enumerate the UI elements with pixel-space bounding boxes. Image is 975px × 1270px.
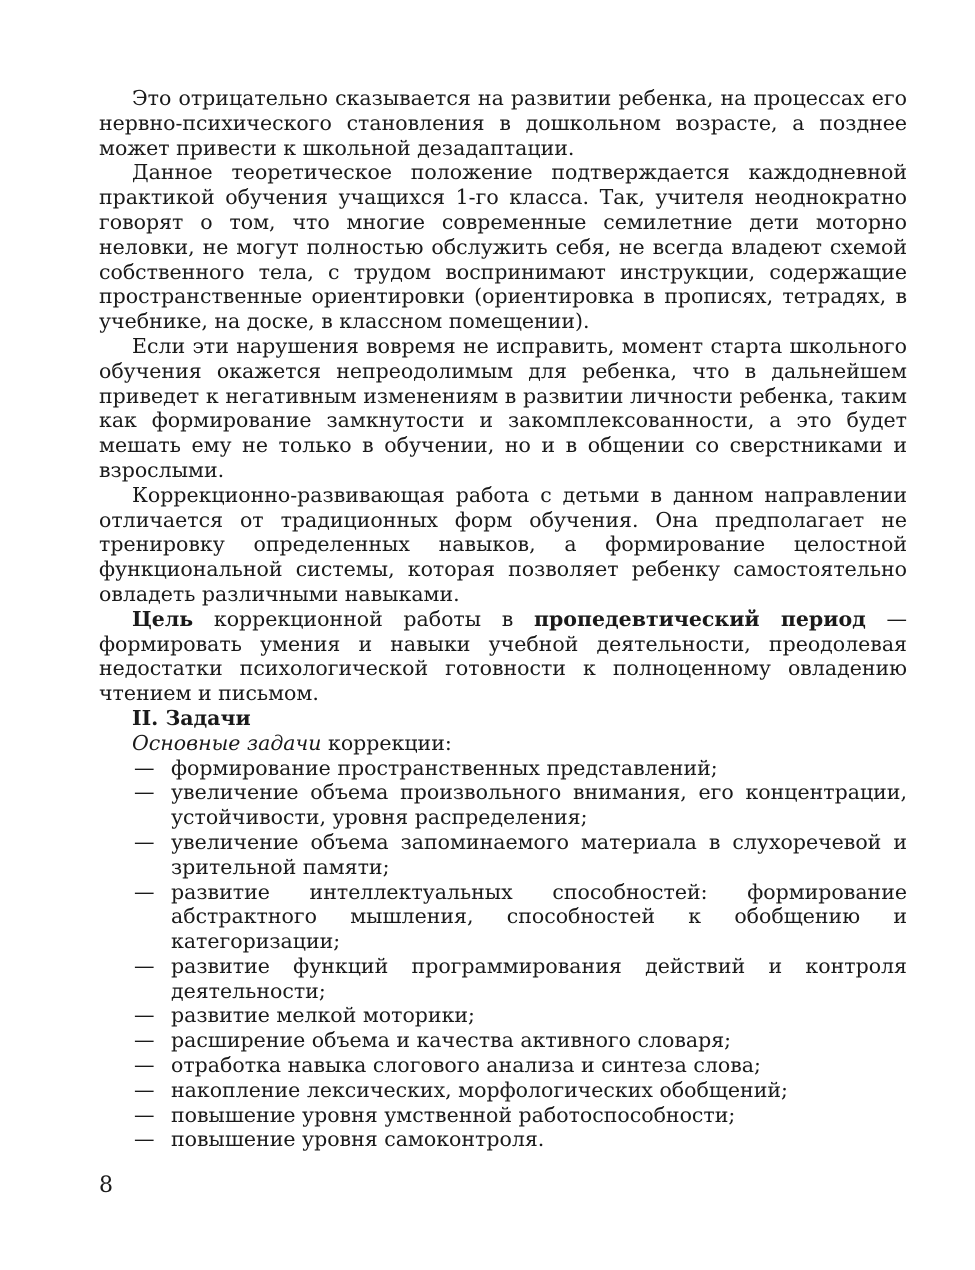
dash-bullet: — [134, 879, 155, 904]
list-item [99, 756, 907, 781]
list-item [99, 1078, 907, 1103]
tasks-intro-italic: Основные задачи [132, 730, 322, 755]
tasks-intro-rest: коррекции: [321, 730, 452, 755]
goal-paragraph [99, 607, 907, 706]
goal-term: Цель [132, 606, 194, 631]
dash-bullet: — [134, 1053, 155, 1078]
task-text: повышение уровня умственной работоспособности; [171, 1102, 736, 1127]
dash-bullet: — [134, 1077, 155, 1102]
task-text: увеличение объема произвольного внимания, его концентрации, устойчивости, уровня распределения; [171, 780, 907, 830]
dash-bullet: — [134, 829, 155, 854]
goal-period: пропедевтический период [533, 606, 866, 631]
list-item [99, 780, 907, 830]
task-text: увеличение объема запоминаемого материала в слухоречевой и зрительной памяти; [171, 829, 907, 879]
task-text: повышение уровня самоконтроля. [171, 1127, 545, 1152]
dash-bullet: — [134, 953, 155, 978]
dash-bullet: — [134, 1028, 155, 1053]
page-body [99, 86, 907, 1152]
paragraph: Коррекционно-развивающая работа с детьми в данном направлении отличается от традиционных форм обучения. Она предполагает не тренировку определенных навыков, а формирование целостной функциональной системы, которая позволяет ребенку самостоятельно овладеть различными навыками. [99, 482, 907, 606]
list-item [99, 1103, 907, 1128]
list-item [99, 830, 907, 880]
dash-bullet: — [134, 1003, 155, 1028]
list-item [99, 1003, 907, 1028]
task-text: расширение объема и качества активного словаря; [171, 1028, 732, 1053]
list-item [99, 1028, 907, 1053]
paragraph: Если эти нарушения вовремя не исправить, момент старта школьного обучения окажется непреодолимым для ребенка, что в дальнейшем приведет к негативным изменениям в развитии личности ребенка, таким как формирование замкнутости и закомплексованности, а это будет мешать ему не только в обучении, но и в общении со сверстниками и взрослыми. [99, 333, 907, 482]
paragraph: Это отрицательно сказывается на развитии ребенка, на процессах его нервно-психического становления в дошкольном возрасте, а позднее может привести к школьной дезадаптации. [99, 86, 907, 160]
dash-bullet: — [134, 1127, 155, 1152]
list-item [99, 880, 907, 954]
task-text: развитие интеллектуальных способностей: формирование абстрактного мышления, способностей к обобщению и категоризации; [171, 879, 907, 954]
section-heading: II. Задачи [132, 705, 251, 730]
dash-bullet: — [134, 755, 155, 780]
task-text: накопление лексических, морфологических обобщений; [171, 1077, 788, 1102]
page-number: 8 [99, 1173, 113, 1198]
task-text: развитие функций программирования действий и контроля деятельности; [171, 953, 907, 1003]
dash-bullet: — [134, 780, 155, 805]
goal-text: коррекционной работы в [193, 606, 534, 631]
goal-text-end: — формировать умения и навыки учебной деятельности, преодолевая недостатки психологической готовности к полноценному овладению чтением и письмом. [99, 606, 907, 706]
task-text: развитие мелкой моторики; [171, 1003, 475, 1028]
list-item [99, 954, 907, 1004]
list-item [99, 1127, 907, 1152]
dash-bullet: — [134, 1102, 155, 1127]
tasks-intro [99, 731, 907, 756]
list-item [99, 1053, 907, 1078]
task-text: формирование пространственных представлений; [171, 755, 718, 780]
tasks-list [99, 756, 907, 1153]
task-text: отработка навыка слогового анализа и синтеза слова; [171, 1053, 761, 1078]
paragraph: Данное теоретическое положение подтверждается каждодневной практикой обучения учащихся 1-го класса. Так, учителя неоднократно говорят о том, что многие современные семилетние дети моторно неловки, не могут полностью обслужить себя, не всегда владеют схемой собственного тела, с трудом воспринимают инструкции, содержащие пространственные ориентировки (ориентировка в прописях, тетрадях, в учебнике, на доске, в классном помещении). [99, 160, 907, 334]
